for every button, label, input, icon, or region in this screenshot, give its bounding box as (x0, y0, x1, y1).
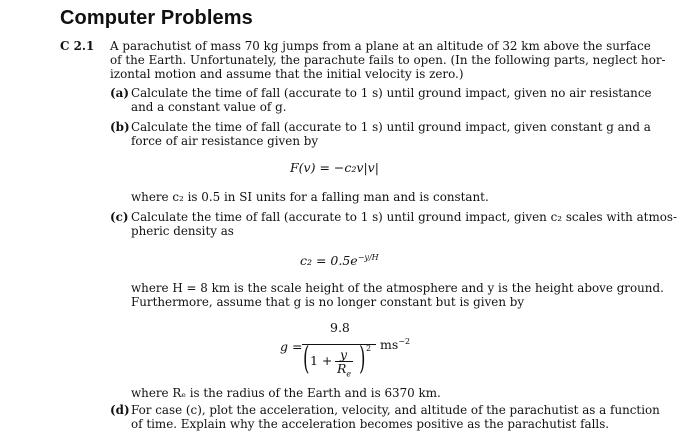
density-equation-exponent: −y/H (357, 252, 379, 262)
part-a-line-2: and a constant value of g. (131, 100, 287, 114)
gravity-equation (280, 320, 420, 379)
air-resistance-equation: F(v) = −c₂v|v| (290, 160, 379, 175)
density-equation-lhs: c₂ = 0.5e (300, 253, 358, 268)
part-b-label: (b) (110, 120, 130, 134)
units: $ms^{-2}$ (380, 336, 411, 352)
part-c-after-2: Furthermore, assume that g is no longer constant but is given by (131, 295, 525, 309)
problem-number: C 2.1 (60, 39, 95, 53)
section-heading: Computer Problems (60, 7, 253, 29)
g-lhs: g = (280, 339, 303, 354)
one-plus: 1 + (310, 353, 333, 368)
part-c-line-2: pheric density as (131, 224, 234, 238)
part-d-label: (d) (110, 403, 130, 417)
part-c-final: where Rₑ is the radius of the Earth and is 6370 km. (131, 386, 441, 400)
part-b-line-1: Calculate the time of fall (accurate to 1 s) until ground impact, given constant g and a (131, 120, 651, 134)
inner-frac-den-sub: e (346, 369, 352, 379)
part-d-line-2: of time. Explain why the acceleration becomes positive as the parachutist falls. (131, 417, 610, 431)
density-equation (300, 253, 379, 268)
part-c-after-1: where H = 8 km is the scale height of the atmosphere and y is the height above ground. (131, 281, 664, 295)
part-b-line-2: force of air resistance given by (131, 134, 319, 148)
part-c-line-1: Calculate the time of fall (accurate to 1 s) until ground impact, given c₂ scales with atmos- (131, 210, 678, 224)
part-a-line-1: Calculate the time of fall (accurate to 1 s) until ground impact, given no air resistance (131, 86, 652, 100)
power: 2 (366, 344, 372, 353)
g-numerator: 9.8 (330, 320, 350, 335)
inner-frac-num: y (340, 347, 348, 362)
intro-line-2: of the Earth. Unfortunately, the parachute fails to open. (In the following parts, neglect hor- (110, 53, 666, 67)
part-d-line-1: For case (c), plot the acceleration, velocity, and altitude of the parachutist as a function (131, 403, 660, 417)
inner-frac-den: R (337, 361, 347, 376)
part-a-label: (a) (110, 86, 129, 100)
intro-line-1: A parachutist of mass 70 kg jumps from a plane at an altitude of 32 km above the surface (110, 39, 651, 53)
right-paren: ) (359, 339, 366, 377)
part-b-after: where c₂ is 0.5 in SI units for a falling man and is constant. (131, 190, 489, 204)
left-paren: ( (303, 339, 310, 377)
intro-line-3: izontal motion and assume that the initial velocity is zero.) (110, 67, 464, 81)
part-c-label: (c) (110, 210, 129, 224)
